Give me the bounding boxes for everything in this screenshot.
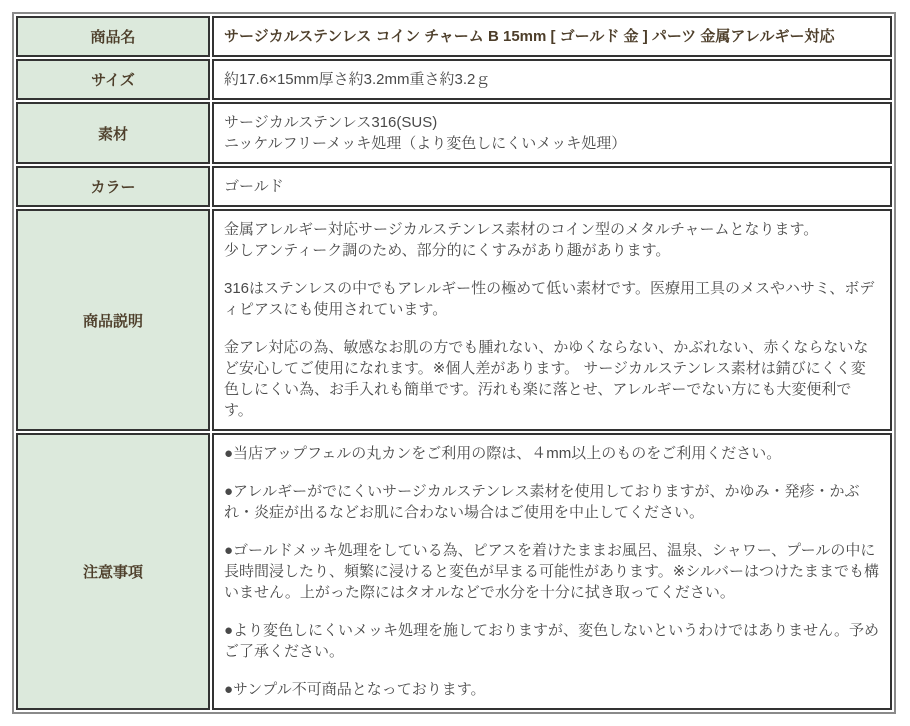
text-line: 約17.6×15mm厚さ約3.2mm重さ約3.2ｇ: [224, 71, 491, 88]
text-block: [224, 540, 880, 603]
text-block: [224, 620, 880, 662]
row-value-material: [212, 102, 892, 164]
table-row-description: [16, 209, 892, 431]
row-label-notes: 注意事項: [16, 433, 210, 710]
table-row-size: [16, 59, 892, 100]
text-line: ●より変色しにくいメッキ処理を施しておりますが、変色しないというわけではありません。予めご了承ください。: [224, 622, 879, 660]
row-value-size: [212, 59, 892, 100]
table-row-product-name: [16, 16, 892, 57]
text-line: ●当店アップフェルの丸カンをご利用の際は、４mm以上のものをご利用ください。: [224, 445, 782, 462]
text-line: ニッケルフリーメッキ処理（より変色しにくいメッキ処理）: [224, 135, 627, 152]
row-value-notes: [212, 433, 892, 710]
text-block: [224, 481, 880, 523]
row-value-description: [212, 209, 892, 431]
row-label-product-name: 商品名: [16, 16, 210, 57]
product-spec-table: [12, 12, 896, 714]
text-block: [224, 112, 880, 154]
row-label-color: カラー: [16, 166, 210, 207]
text-line: ●アレルギーがでにくいサージカルステンレス素材を使用しておりますが、かゆみ・発疹・かぶれ・炎症が出るなどお肌に合わない場合はご使用を中止してください。: [224, 483, 860, 521]
text-block: [224, 176, 880, 197]
text-block: [224, 69, 880, 90]
text-line: 316はステンレスの中でもアレルギー性の極めて低い素材です。医療用工具のメスやハサミ、ボディピアスにも使用されています。: [224, 280, 875, 318]
row-label-description: 商品説明: [16, 209, 210, 431]
text-line: 金アレ対応の為、敏感なお肌の方でも腫れない、かゆくならない、かぶれない、赤くならないなど安心してご使用になれます。※個人差があります。 サージカルステンレス素材は錆びにくく変色しにくい為、お手入れも簡単です。汚れも楽に落とせ、アレルギーでない方にも大変便利です。: [224, 339, 869, 419]
table-row-notes: [16, 433, 892, 710]
row-label-material: 素材: [16, 102, 210, 164]
text-block: [224, 26, 880, 47]
table-row-material: [16, 102, 892, 164]
text-line: サージカルステンレス コイン チャーム B 15mm [ ゴールド 金 ] パーツ 金属アレルギー対応: [224, 28, 835, 45]
text-block: [224, 443, 880, 464]
table-row-color: [16, 166, 892, 207]
text-block: [224, 278, 880, 320]
text-line: 少しアンティーク調のため、部分的にくすみがあり趣があります。: [224, 242, 671, 259]
text-line: ゴールド: [224, 178, 284, 195]
text-line: ●サンプル不可商品となっております。: [224, 681, 486, 698]
row-label-size: サイズ: [16, 59, 210, 100]
row-value-product-name: [212, 16, 892, 57]
text-block: [224, 219, 880, 261]
spec-table-body: [16, 16, 892, 710]
text-block: [224, 337, 880, 421]
text-line: サージカルステンレス316(SUS): [224, 114, 438, 131]
text-line: ●ゴールドメッキ処理をしている為、ピアスを着けたままお風呂、温泉、シャワー、プールの中に長時間浸したり、頻繁に浸けると変色が早まる可能性があります。※シルバーはつけたままでも構いません。上がった際にはタオルなどで水分を十分に拭き取ってください。: [224, 542, 879, 601]
text-block: [224, 679, 880, 700]
text-line: 金属アレルギー対応サージカルステンレス素材のコイン型のメタルチャームとなります。: [224, 221, 819, 238]
row-value-color: [212, 166, 892, 207]
